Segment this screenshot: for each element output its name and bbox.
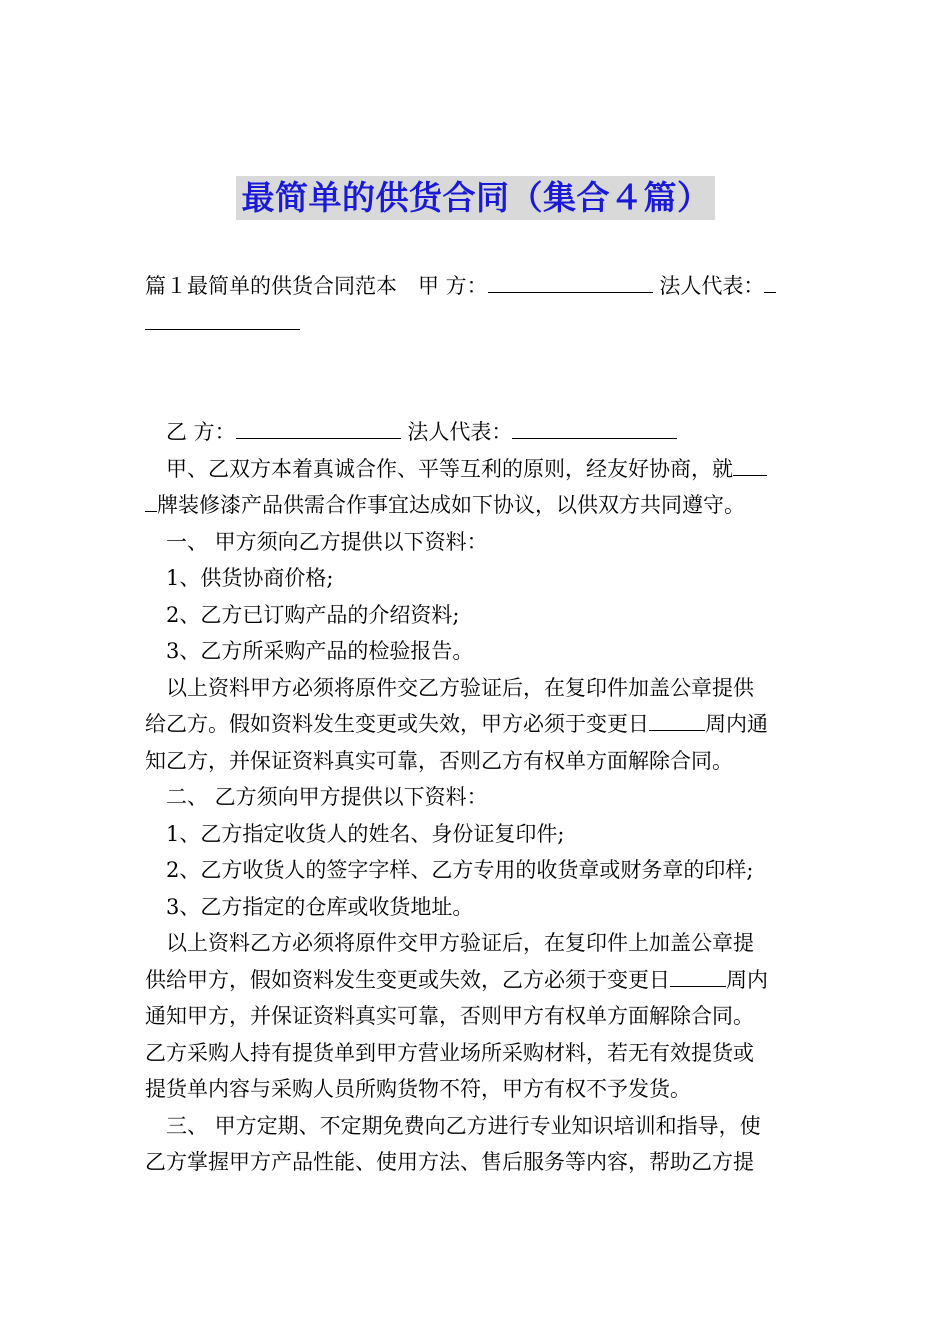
section1-item-2: 2、乙方已订购产品的介绍资料; xyxy=(166,602,460,627)
party-a-rep-blank-start xyxy=(764,274,776,293)
section1-heading: 一、 甲方须向乙方提供以下资料： xyxy=(166,529,488,554)
section2-para-line-2 xyxy=(145,962,809,999)
party-a-rep-continuation xyxy=(145,305,809,342)
party-b-rep-blank xyxy=(512,420,677,439)
brand-blank-1 xyxy=(733,457,767,476)
section1-para-2a: 给乙方。假如资料发生变更或失效，甲方必须于变更日 xyxy=(145,712,649,736)
section2-heading: 二、 乙方须向甲方提供以下资料： xyxy=(166,785,488,809)
section2-para-2a: 供给甲方，假如资料发生变更或失效，乙方必须于变更日 xyxy=(145,967,670,992)
party-b-blank xyxy=(236,420,401,439)
section1-para-line-1: 以上资料甲方必须将原件交乙方验证后，在复印件加盖公章提供 xyxy=(166,675,754,700)
section1-item-1: 1、供货协商价格; xyxy=(166,566,334,590)
section1-para-2b: 周内通 xyxy=(705,712,768,736)
intro-text-b: 牌装修漆产品供需合作事宜达成如下协议，以供双方共同遵守。 xyxy=(157,493,745,517)
party-b-line xyxy=(145,414,809,451)
section3-line-1: 三、 甲方定期、不定期免费向乙方进行专业知识培训和指导，使 xyxy=(166,1113,761,1138)
party-a-rep-label: 法人代表： xyxy=(652,274,765,298)
section2-item-3: 3、乙方指定的仓库或收货地址。 xyxy=(166,894,474,919)
weeks-blank-2 xyxy=(670,968,726,987)
party-b-rep-label: 法人代表： xyxy=(400,420,513,444)
title-container xyxy=(0,176,950,220)
section2-item-1: 1、乙方指定收货人的姓名、身份证复印件; xyxy=(166,821,565,846)
section2-para-2b: 周内 xyxy=(726,967,768,992)
party-a-label: 篇１最简单的供货合同范本 甲 方： xyxy=(145,274,488,298)
intro-line-2 xyxy=(145,487,809,524)
section1-item-3: 3、乙方所采购产品的检验报告。 xyxy=(166,639,474,663)
weeks-blank-1 xyxy=(649,712,705,731)
section2-para-line-4: 乙方采购人持有提货单到甲方营业场所采购材料，若无有效提货或 xyxy=(145,1040,754,1065)
section2-para-line-5: 提货单内容与采购人员所购货物不符，甲方有权不予发货。 xyxy=(145,1077,691,1101)
intro-line-1 xyxy=(145,451,809,488)
header-block xyxy=(145,268,809,341)
section1-para-line-3: 知乙方，并保证资料真实可靠，否则乙方有权单方面解除合同。 xyxy=(145,748,733,773)
section1-para-line-2 xyxy=(145,706,809,743)
party-b-label: 乙 方： xyxy=(166,420,236,444)
main-body xyxy=(145,414,809,1181)
brand-blank-2 xyxy=(145,493,157,512)
section2-item-2: 2、乙方收货人的签字字样、乙方专用的收货章或财务章的印样; xyxy=(166,858,754,882)
party-a-blank xyxy=(488,274,653,293)
party-a-line xyxy=(145,268,809,305)
section2-para-line-3: 通知甲方，并保证资料真实可靠，否则甲方有权单方面解除合同。 xyxy=(145,1004,754,1028)
party-a-rep-blank xyxy=(145,311,300,330)
section3-line-2: 乙方掌握甲方产品性能、使用方法、售后服务等内容，帮助乙方提 xyxy=(145,1150,754,1174)
document-title: 最简单的供货合同（集合４篇） xyxy=(236,176,715,220)
intro-text-a: 甲、乙双方本着真诚合作、平等互利的原则，经友好协商，就 xyxy=(166,456,733,481)
section2-para-line-1: 以上资料乙方必须将原件交甲方验证后，在复印件上加盖公章提 xyxy=(166,931,754,955)
